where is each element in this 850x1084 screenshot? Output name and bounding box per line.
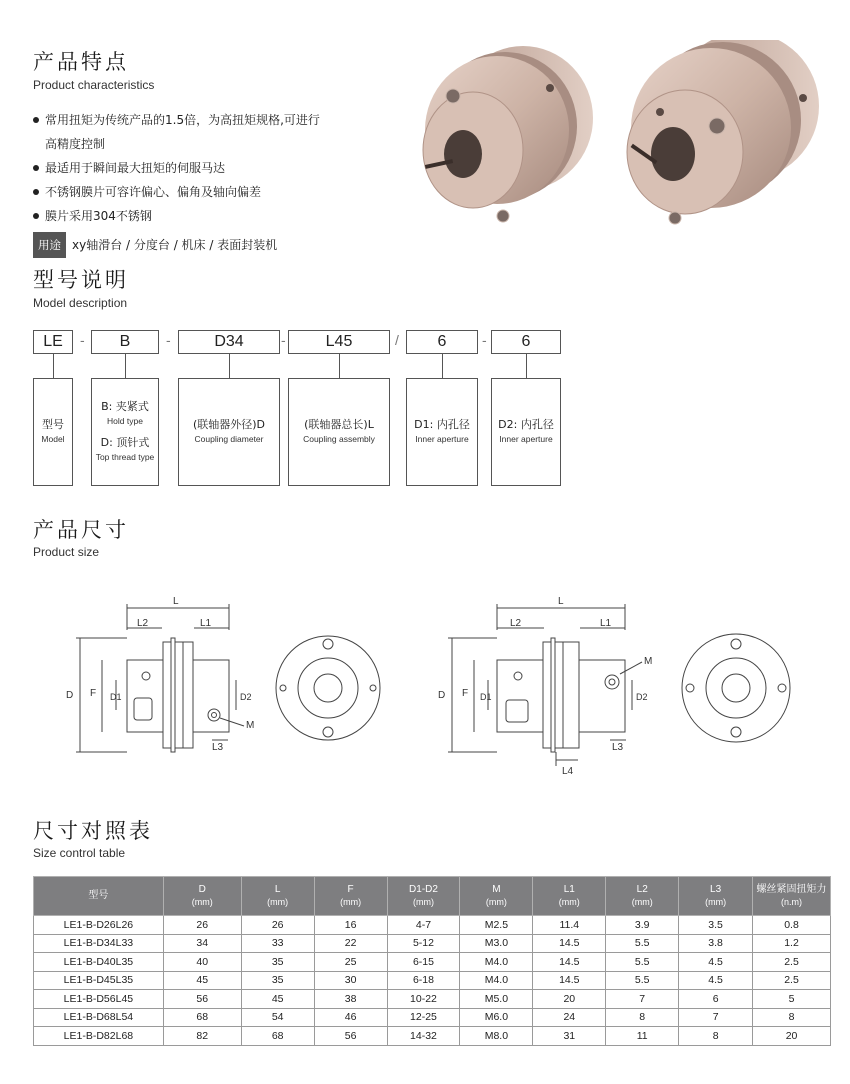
model-code-type: B [91,330,159,354]
table-cell: 45 [241,990,314,1009]
table-row [34,1027,831,1046]
table-cell: 5 [753,990,831,1009]
desc-en: Hold type [107,416,143,426]
table-cell: 25 [314,953,387,972]
table-cell: 14.5 [533,971,606,990]
size-subtitle: Product size [33,545,100,559]
dim-label-L2: L2 [510,618,522,629]
connector-line [125,354,126,378]
col-header: D (mm) [163,877,241,916]
dim-label-L4: L4 [562,766,574,777]
table-cell: 5.5 [606,953,679,972]
table-cell: 7 [606,990,679,1009]
table-row [34,916,831,935]
model-code-d1: 6 [406,330,478,354]
model-desc-d2 [491,378,561,486]
side-view-clamp [76,604,244,752]
dim-label-F: F [462,688,469,699]
front-view-clamp [276,636,380,740]
dim-label-L1: L1 [600,618,612,629]
connector-line [229,354,230,378]
table-row [34,1008,831,1027]
table-cell: 14.5 [533,934,606,953]
table-cell: 82 [163,1027,241,1046]
features-list [33,108,393,258]
table-cell: 38 [314,990,387,1009]
table-cell: 16 [314,916,387,935]
connector-line [339,354,340,378]
feature-item: 膜片采用304不锈钢 [33,204,393,228]
col-header: D1-D2 (mm) [387,877,460,916]
table-cell: 30 [314,971,387,990]
model-desc-length [288,378,390,486]
model-desc-d1 [406,378,478,486]
model-separator: / [395,332,399,348]
dim-label-L: L [558,596,564,607]
feature-item: 不锈钢膜片可容许偏心、偏角及轴向偏差 [33,180,393,204]
table-cell: M6.0 [460,1008,533,1027]
table-cell: 31 [533,1027,606,1046]
table-cell: 68 [241,1027,314,1046]
desc-cn: D: 顶针式 [100,436,150,449]
table-cell: 2.5 [753,953,831,972]
dim-label-L3: L3 [212,742,224,753]
table-cell: 3.9 [606,916,679,935]
table-cell: LE1-B-D34L33 [34,934,164,953]
desc-cn: (联轴器总长)L [304,418,374,431]
model-desc-diameter [178,378,280,486]
table-cell: 35 [241,971,314,990]
table-cell: 1.2 [753,934,831,953]
table-cell: LE1-B-D26L26 [34,916,164,935]
model-code-length: L45 [288,330,390,354]
table-cell: 54 [241,1008,314,1027]
desc-en: Coupling assembly [303,434,375,444]
dim-label-F: F [90,688,97,699]
table-row [34,971,831,990]
dim-label-D1: D1 [110,692,122,702]
dim-label-L3: L3 [612,742,624,753]
table-cell: 0.8 [753,916,831,935]
model-desc-model [33,378,73,486]
table-cell: 35 [241,953,314,972]
table-cell: 40 [163,953,241,972]
table-cell: 14.5 [533,953,606,972]
table-cell: 6 [679,990,753,1009]
table-cell: LE1-B-D45L35 [34,971,164,990]
table-cell: 4.5 [679,971,753,990]
dim-label-D1: D1 [480,692,492,702]
table-cell: 20 [533,990,606,1009]
table-cell: 14-32 [387,1027,460,1046]
table-subtitle: Size control table [33,846,126,860]
table-cell: M5.0 [460,990,533,1009]
col-header: L3 (mm) [679,877,753,916]
desc-cn: (联轴器外径)D [192,418,266,431]
desc-cn: 型号 [42,418,64,431]
desc-en: Inner aperture [499,434,553,444]
desc-en: Inner aperture [415,434,469,444]
desc-cn: D2: 内孔径 [498,418,554,431]
table-cell: 6-15 [387,953,460,972]
dimension-drawings [0,590,850,780]
coupling-photo-right [627,40,819,224]
table-cell: M2.5 [460,916,533,935]
feature-item: 常用扭矩为传统产品的1.5倍，为高扭矩规格,可进行 [33,108,393,132]
model-separator: - [482,332,487,348]
dim-label-D: D [438,690,446,701]
connector-line [53,354,54,378]
table-cell: 7 [679,1008,753,1027]
model-separator: - [166,332,171,348]
table-cell: 4-7 [387,916,460,935]
dim-label-L: L [173,596,179,607]
model-code-diameter: D34 [178,330,280,354]
table-cell: 3.8 [679,934,753,953]
dim-label-D2: D2 [636,692,648,702]
model-desc-type [91,378,159,486]
col-header: F (mm) [314,877,387,916]
desc-en: Coupling diameter [194,434,264,444]
table-row [34,934,831,953]
product-photo [405,40,825,250]
col-header: L (mm) [241,877,314,916]
dim-label-L2: L2 [137,618,149,629]
feature-item: 最适用于瞬间最大扭矩的伺服马达 [33,156,393,180]
col-header: 型号 [34,877,164,916]
table-cell: 24 [533,1008,606,1027]
table-cell: 8 [753,1008,831,1027]
table-cell: M3.0 [460,934,533,953]
table-cell: 3.5 [679,916,753,935]
model-title: 型号说明 [33,268,129,292]
model-separator: - [80,332,85,348]
table-cell: 34 [163,934,241,953]
table-cell: LE1-B-D56L45 [34,990,164,1009]
desc-en: Top thread type [95,452,155,462]
table-cell: 26 [241,916,314,935]
desc-en: Model [41,434,65,444]
table-cell: LE1-B-D68L54 [34,1008,164,1027]
table-cell: 33 [241,934,314,953]
front-view-top-thread [682,634,790,742]
table-cell: 11 [606,1027,679,1046]
col-header: L1 (mm) [533,877,606,916]
connector-line [526,354,527,378]
table-cell: 5-12 [387,934,460,953]
table-cell: 5.5 [606,934,679,953]
table-cell: M4.0 [460,953,533,972]
table-row [34,953,831,972]
table-cell: 46 [314,1008,387,1027]
table-cell: 11.4 [533,916,606,935]
table-cell: 68 [163,1008,241,1027]
table-cell: 8 [606,1008,679,1027]
desc-cn: D1: 内孔径 [414,418,470,431]
table-header-row [34,877,831,916]
dim-label-M: M [644,656,653,667]
dim-label-L1: L1 [200,618,212,629]
dim-label-M: M [246,720,255,731]
table-cell: 2.5 [753,971,831,990]
table-cell: 22 [314,934,387,953]
table-cell: 56 [314,1027,387,1046]
table-cell: 10-22 [387,990,460,1009]
dim-label-D2: D2 [240,692,252,702]
table-cell: 56 [163,990,241,1009]
usage-tag: 用途 [33,232,66,258]
table-cell: M8.0 [460,1027,533,1046]
col-header: 螺丝紧固扭矩力 (n.m) [753,877,831,916]
size-table [33,876,831,1046]
table-title: 尺寸对照表 [33,819,153,843]
model-separator: - [281,332,286,348]
col-header: M (mm) [460,877,533,916]
model-code-prefix: LE [33,330,73,354]
table-cell: 4.5 [679,953,753,972]
table-cell: LE1-B-D40L35 [34,953,164,972]
features-subtitle: Product characteristics [33,78,155,92]
model-code-d2: 6 [491,330,561,354]
features-title: 产品特点 [33,50,129,74]
table-cell: 26 [163,916,241,935]
model-subtitle: Model description [33,296,128,310]
table-cell: 6-18 [387,971,460,990]
coupling-photo-left [423,46,593,222]
table-cell: 5.5 [606,971,679,990]
table-cell: 8 [679,1027,753,1046]
usage-text: xy轴滑台 / 分度台 / 机床 / 表面封装机 [72,238,278,252]
table-cell: LE1-B-D82L68 [34,1027,164,1046]
table-row [34,990,831,1009]
feature-item-continued: 高精度控制 [45,137,106,151]
usage-row [33,232,393,258]
table-cell: 12-25 [387,1008,460,1027]
table-cell: 20 [753,1027,831,1046]
col-header: L2 (mm) [606,877,679,916]
size-title: 产品尺寸 [33,518,129,542]
connector-line [442,354,443,378]
table-cell: M4.0 [460,971,533,990]
table-cell: 45 [163,971,241,990]
desc-cn: B: 夹紧式 [101,400,149,413]
dim-label-D: D [66,690,74,701]
